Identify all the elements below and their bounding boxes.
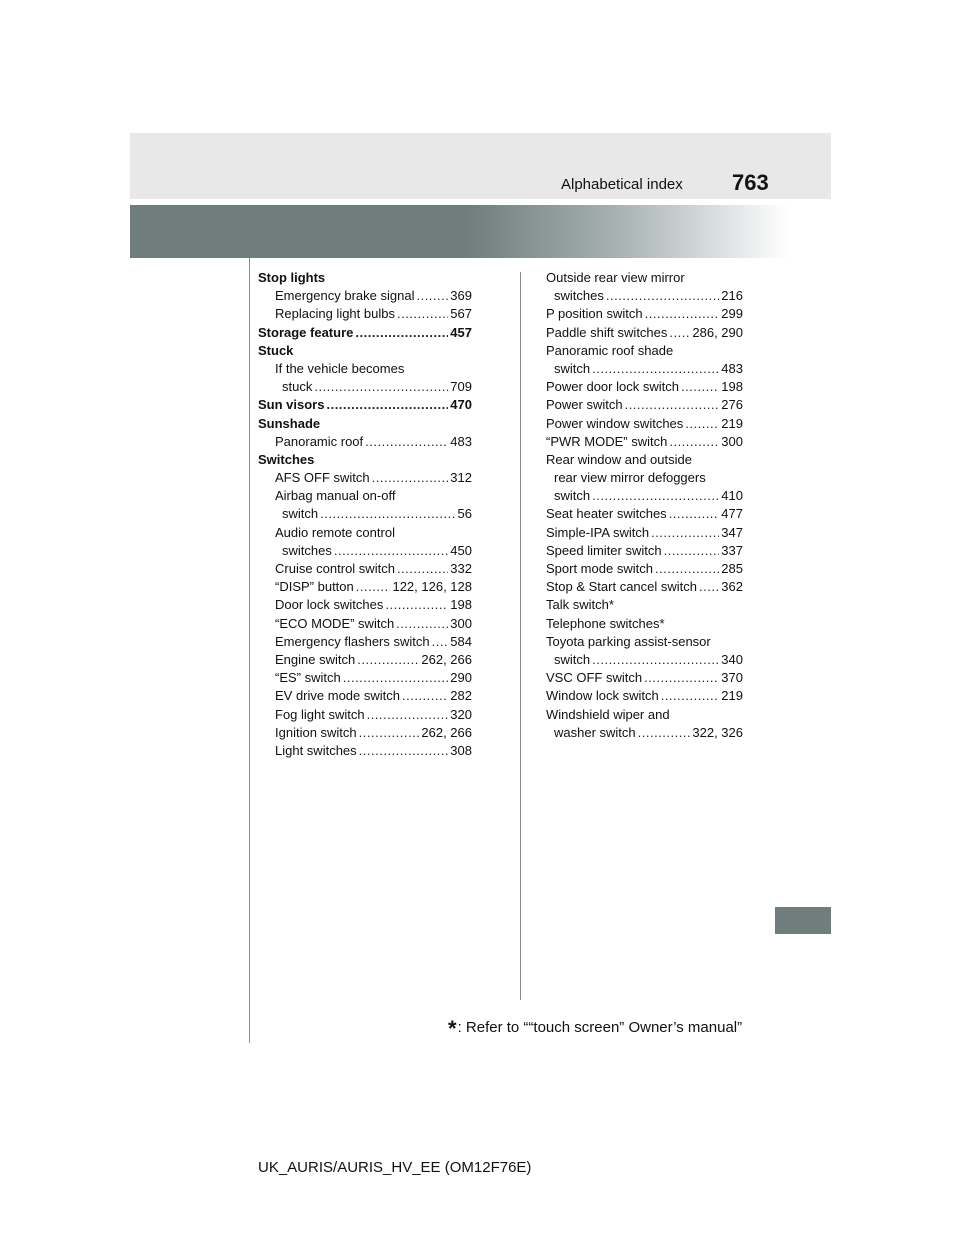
index-entry-term: Door lock switches [275, 597, 384, 613]
index-entry [546, 724, 743, 742]
index-entry [546, 560, 743, 578]
index-entry-page[interactable]: 299 [721, 306, 743, 322]
index-entry [546, 360, 743, 378]
dot-leader [681, 378, 719, 396]
index-entry-page[interactable]: 470 [450, 397, 472, 413]
index-entry-term: “DISP” button [275, 579, 354, 595]
index-entry-term: Stop & Start cancel switch [546, 579, 698, 595]
index-entry [258, 433, 472, 451]
dot-leader [357, 651, 419, 669]
index-entry [258, 706, 472, 724]
index-entry [546, 451, 743, 469]
index-entry [546, 505, 743, 523]
index-entry-term: switch [554, 360, 591, 376]
dot-leader [359, 724, 420, 742]
index-entry [546, 578, 743, 596]
index-entry-page[interactable]: 198 [721, 379, 743, 395]
index-entry [546, 524, 743, 542]
header-gradient-bar [130, 205, 831, 258]
index-entry-term: If the vehicle becomes [275, 360, 405, 376]
index-entry [546, 706, 743, 724]
index-entry-page[interactable]: 320 [450, 706, 472, 722]
index-entry [546, 287, 743, 305]
index-entry [258, 451, 472, 469]
dot-leader [645, 305, 720, 323]
index-entry-term: Fog light switch [275, 706, 365, 722]
dot-leader [355, 324, 448, 342]
dot-leader [651, 524, 719, 542]
index-entry-term: Stuck [258, 342, 294, 358]
dot-leader [592, 360, 719, 378]
index-entry-term: EV drive mode switch [275, 688, 400, 704]
index-entry-page[interactable]: 308 [450, 742, 472, 758]
index-entry [258, 651, 472, 669]
index-entry-term: switch [282, 506, 319, 522]
index-entry-term: Outside rear view mirror [546, 270, 685, 285]
dot-leader [367, 706, 449, 724]
index-entry-page[interactable]: 340 [721, 651, 743, 667]
index-entry-term: Sport mode switch [546, 561, 653, 576]
index-entry [546, 305, 743, 323]
index-entry [258, 505, 472, 523]
index-entry [546, 469, 743, 487]
index-entry-page[interactable]: 219 [721, 688, 743, 704]
dot-leader [372, 469, 449, 487]
index-entry-page[interactable]: 198 [450, 597, 472, 613]
index-entry-page[interactable]: 369 [450, 288, 472, 304]
index-entry-term: switches [554, 288, 604, 304]
index-entry [258, 396, 472, 414]
index-entry-term: Audio remote control [275, 524, 395, 540]
index-entry [546, 378, 743, 396]
index-entry-page[interactable]: 276 [721, 397, 743, 413]
index-entry-page[interactable]: 709 [450, 379, 472, 395]
index-entry-term: Cruise control switch [275, 561, 395, 576]
index-entry-term: Storage feature [258, 324, 354, 340]
index-entry-term: rear view mirror defoggers [554, 470, 706, 486]
index-entry [546, 542, 743, 560]
index-entry [546, 269, 743, 287]
dot-leader [699, 578, 719, 596]
index-entry-term: “ES” switch [275, 670, 341, 686]
index-entry-term: Power window switches [546, 415, 684, 431]
column-divider [520, 272, 521, 1000]
footnote [448, 1012, 743, 1041]
index-entry [258, 469, 472, 487]
dot-leader [669, 505, 720, 523]
index-entry-page[interactable]: 122, 126, 128 [392, 579, 472, 595]
index-entry-page[interactable]: 219 [721, 415, 743, 431]
dot-leader [669, 324, 690, 342]
index-entry-page[interactable]: 300 [450, 615, 472, 631]
index-entry-term: Switches [258, 451, 315, 467]
header-band [130, 133, 831, 199]
dot-leader [320, 505, 455, 523]
index-entry [546, 324, 743, 342]
index-entry [258, 560, 472, 578]
dot-leader [326, 396, 448, 414]
dot-leader [661, 687, 720, 705]
index-entry-page[interactable]: 483 [721, 360, 743, 376]
index-entry [258, 378, 472, 396]
index-entry [546, 669, 743, 687]
index-entry-term: Emergency brake signal [275, 288, 415, 304]
index-entry-term: washer switch [554, 724, 636, 740]
index-entry-page[interactable]: 286, 290 [692, 324, 743, 340]
index-entry [546, 651, 743, 669]
index-entry-term: Airbag manual on-off [275, 488, 396, 504]
index-entry-term: Window lock switch [546, 688, 659, 704]
dot-leader [343, 669, 449, 687]
index-entry-page[interactable]: 457 [450, 324, 472, 340]
index-entry-page[interactable]: 337 [721, 542, 743, 558]
dot-leader [356, 578, 391, 596]
dot-leader [664, 542, 720, 560]
index-entry-term: Replacing light bulbs [275, 306, 395, 322]
index-entry-term: Emergency flashers switch [275, 633, 430, 649]
footnote-text: : Refer to ““touch screen” Owner’s manual” [457, 1019, 743, 1036]
index-entry-term: Stop lights [258, 270, 326, 285]
index-entry-term: AFS OFF switch [275, 470, 370, 486]
index-entry [258, 269, 472, 287]
dot-leader [655, 560, 719, 578]
index-entry-term: switch [554, 488, 591, 504]
dot-leader [606, 287, 719, 305]
index-entry-page[interactable]: 477 [721, 506, 743, 522]
index-entry-term: VSC OFF switch [546, 670, 643, 686]
index-column-left [258, 269, 472, 760]
dot-leader [397, 560, 448, 578]
dot-leader [644, 669, 719, 687]
index-entry-term: Windshield wiper and [546, 706, 670, 722]
index-entry-page[interactable]: 584 [450, 633, 472, 649]
dot-leader [402, 687, 448, 705]
index-entry-page[interactable]: 370 [721, 670, 743, 686]
footnote-marker: * [448, 1016, 457, 1041]
index-entry [546, 633, 743, 651]
dot-leader [334, 542, 448, 560]
index-entry-page[interactable]: 262, 266 [421, 724, 472, 740]
index-entry-term: switch [554, 651, 591, 667]
dot-leader [625, 396, 720, 414]
index-entry-term: switches [282, 542, 332, 558]
index-entry-term: Engine switch [275, 651, 356, 667]
dot-leader [396, 615, 448, 633]
index-entry [258, 633, 472, 651]
index-entry-page[interactable]: 410 [721, 488, 743, 504]
index-entry [546, 687, 743, 705]
index-entry-page[interactable]: 290 [450, 670, 472, 686]
dot-leader [638, 724, 691, 742]
index-entry-term: Rear window and outside [546, 451, 692, 467]
index-entry [258, 305, 472, 323]
dot-leader [592, 487, 719, 505]
index-entry-term: Panoramic roof shade [546, 342, 674, 358]
dot-leader [669, 433, 719, 451]
document-code: UK_AURIS/AURIS_HV_EE (OM12F76E) [258, 1159, 532, 1176]
index-entry [258, 542, 472, 560]
dot-leader [314, 378, 448, 396]
dot-leader [592, 651, 719, 669]
index-entry-page[interactable]: 347 [721, 524, 743, 540]
index-entry-term: Speed limiter switch [546, 542, 662, 558]
index-entry-term: Ignition switch [275, 724, 357, 740]
index-entry [258, 669, 472, 687]
index-entry [546, 596, 743, 614]
index-entry [546, 342, 743, 360]
index-entry [258, 578, 472, 596]
index-entry-page[interactable]: 262, 266 [421, 651, 472, 667]
left-margin-rule [249, 258, 250, 1043]
dot-leader [397, 305, 448, 323]
index-entry-term: Sun visors [258, 397, 325, 413]
index-entry-page[interactable]: 56 [457, 506, 472, 522]
index-entry [546, 433, 743, 451]
dot-leader [385, 596, 448, 614]
dot-leader [365, 433, 448, 451]
page-number: 763 [732, 170, 769, 195]
index-entry [258, 615, 472, 633]
section-title: Alphabetical index [561, 176, 683, 193]
index-entry-page[interactable]: 362 [721, 579, 743, 595]
index-entry-term: Power door lock switch [546, 379, 679, 395]
index-entry [258, 324, 472, 342]
index-entry [258, 287, 472, 305]
index-entry [258, 524, 472, 542]
index-entry-term: stuck [282, 379, 313, 395]
index-entry [546, 487, 743, 505]
index-entry-page[interactable]: 332 [450, 561, 472, 576]
index-entry-term: Seat heater switches [546, 506, 667, 522]
index-entry [258, 596, 472, 614]
index-entry-page[interactable]: 285 [721, 561, 743, 576]
dot-leader [359, 742, 449, 760]
index-entry [258, 415, 472, 433]
index-entry [258, 724, 472, 742]
index-entry-term: Toyota parking assist-sensor [546, 633, 711, 649]
index-entry-page[interactable]: 216 [721, 288, 743, 304]
index-entry-page[interactable]: 282 [450, 688, 472, 704]
index-entry [258, 742, 472, 760]
index-entry [258, 487, 472, 505]
index-entry [546, 415, 743, 433]
section-tab-marker [775, 907, 831, 934]
index-entry-term: Simple-IPA switch [546, 524, 650, 540]
index-entry-term: Panoramic roof [275, 433, 364, 449]
index-entry-page[interactable]: 483 [450, 433, 472, 449]
index-entry [258, 687, 472, 705]
index-column-right [546, 269, 743, 742]
index-entry-term: Light switches [275, 742, 357, 758]
index-entry-term: P position switch [546, 306, 643, 322]
index-entry-term: Paddle shift switches [546, 324, 668, 340]
index-entry-page[interactable]: 322, 326 [692, 724, 743, 740]
index-entry-term: Telephone switches* [546, 615, 665, 631]
index-entry [258, 360, 472, 378]
index-entry [546, 396, 743, 414]
index-entry-page[interactable]: 450 [450, 542, 472, 558]
index-entry-term: Power switch [546, 397, 623, 413]
dot-leader [416, 287, 448, 305]
index-entry [546, 615, 743, 633]
index-entry-page[interactable]: 312 [450, 470, 472, 486]
dot-leader [432, 633, 449, 651]
index-entry [258, 342, 472, 360]
index-entry-term: “PWR MODE” switch [546, 433, 668, 449]
dot-leader [685, 415, 719, 433]
index-entry-term: “ECO MODE” switch [275, 615, 395, 631]
index-entry-term: Sunshade [258, 415, 321, 431]
index-entry-page[interactable]: 567 [450, 306, 472, 322]
index-entry-page[interactable]: 300 [721, 433, 743, 449]
index-entry-term: Talk switch* [546, 597, 614, 613]
